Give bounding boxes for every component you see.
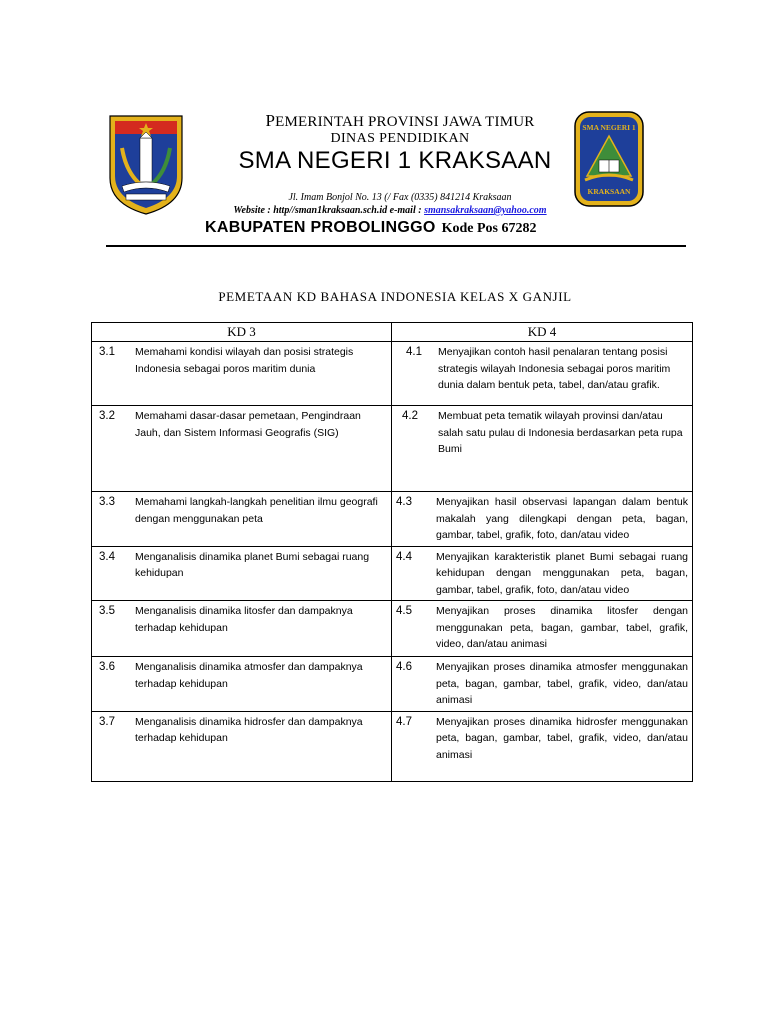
- east-java-emblem-icon: [106, 112, 186, 216]
- department-name: DINAS PENDIDIKAN: [330, 131, 470, 146]
- table-row: [92, 657, 693, 712]
- kd3-cell: [92, 406, 392, 492]
- kd3-text: Menganalisis dinamika atmosfer dan dampaknya terhadap kehidupan: [135, 661, 363, 690]
- kd4-number: 4.7: [396, 715, 412, 728]
- kd3-cell: [92, 546, 392, 601]
- kd3-text: Memahami kondisi wilayah dan posisi strategis Indonesia sebagai poros maritim dunia: [135, 346, 354, 375]
- kd4-text: Menyajikan proses dinamika litosfer dengan menggunakan peta, bagan, gambar, tabel, grafik, video, dan/atau animasi: [436, 605, 688, 650]
- kd3-cell: [92, 711, 392, 781]
- table-row: [92, 546, 693, 601]
- table-row: [92, 711, 693, 781]
- kd3-text: Memahami dasar-dasar pemetaan, Pengindraan Jauh, dan Sistem Informasi Geografis (SIG): [135, 410, 361, 439]
- kabupaten-line: [205, 219, 537, 237]
- table-row: [92, 601, 693, 657]
- kd3-text: Menganalisis dinamika hidrosfer dan dampaknya terhadap kehidupan: [135, 715, 363, 744]
- document-title: PEMETAAN KD BAHASA INDONESIA KELAS X GANJIL: [218, 289, 572, 304]
- logo-bottom-text: KRAKSAAN: [587, 187, 631, 196]
- letterhead-divider: [106, 245, 686, 247]
- kd3-number: 3.7: [99, 715, 115, 728]
- kd3-cell: [92, 492, 392, 547]
- kd4-text: Menyajikan proses dinamika atmosfer menggunakan peta, bagan, gambar, tabel, grafik, video, dan/atau animasi: [436, 661, 688, 706]
- table-row: [92, 492, 693, 547]
- kd4-number: 4.4: [396, 550, 412, 563]
- table-header-row: [92, 323, 693, 342]
- kd4-cell: [392, 342, 693, 406]
- email-link[interactable]: smansakraksaan@yahoo.com: [424, 205, 547, 216]
- kd3-text: Memahami langkah-langkah penelitian ilmu geografi dengan menggunakan peta: [135, 496, 378, 525]
- kd4-text: Menyajikan hasil observasi lapangan dalam bentuk makalah yang dilengkapi dengan peta, bagan, gambar, tabel, grafik, foto, dan/atau video: [436, 496, 688, 541]
- postal-code: Kode Pos 67282: [441, 221, 537, 236]
- school-name: SMA NEGERI 1 KRAKSAAN: [238, 147, 552, 174]
- kd4-number: 4.6: [396, 661, 412, 673]
- kd4-number: 4.1: [406, 346, 422, 358]
- kd4-number: 4.3: [396, 496, 412, 508]
- table-row: [92, 342, 693, 406]
- kd3-header: KD 3: [92, 323, 392, 342]
- kd3-cell: [92, 342, 392, 406]
- kd3-cell: [92, 601, 392, 657]
- kd4-text: Menyajikan contoh hasil penalaran tentang posisi strategis wilayah Indonesia sebagai poros maritim dunia dalam bentuk peta, tabel, dan/atau grafik.: [438, 346, 671, 391]
- kd-mapping-table: [91, 322, 693, 782]
- kd4-cell: [392, 406, 693, 492]
- website-line: Website : http//sman1kraksaan.sch.id e-mail : smansakraksaan@yahoo.com: [233, 205, 547, 216]
- kd4-text: Menyajikan karakteristik planet Bumi sebagai ruang kehidupan dengan menggunakan peta, bagan, gambar, tabel, grafik, foto, dan/atau video: [436, 550, 688, 596]
- kd3-number: 3.5: [99, 605, 115, 617]
- kd3-text: Menganalisis dinamika litosfer dan dampaknya terhadap kehidupan: [135, 605, 353, 634]
- kd4-number: 4.5: [396, 605, 412, 617]
- kabupaten-name: KABUPATEN PROBOLINGGO: [205, 219, 436, 236]
- kd4-cell: [392, 546, 693, 601]
- kd3-number: 3.1: [99, 346, 115, 358]
- kd4-text: Menyajikan proses dinamika hidrosfer menggunakan peta, bagan, gambar, tabel, grafik, video, dan/atau animasi: [436, 715, 688, 761]
- kd3-number: 3.6: [99, 661, 115, 673]
- kd4-header: KD 4: [392, 323, 693, 342]
- government-name: PEMERINTAH PROVINSI JAWA TIMUR: [265, 111, 535, 130]
- kd3-text: Menganalisis dinamika planet Bumi sebagai ruang kehidupan: [135, 550, 370, 579]
- kd4-cell: [392, 492, 693, 547]
- logo-top-text: SMA NEGERI 1: [582, 123, 636, 132]
- kd3-number: 3.4: [99, 550, 115, 563]
- school-address: Jl. Imam Bonjol No. 13 (/ Fax (0335) 841214 Kraksaan: [288, 192, 512, 203]
- kd4-cell: [392, 711, 693, 781]
- kd4-text: Membuat peta tematik wilayah provinsi dan/atau salah satu pulau di Indonesia berdasarkan peta rupa Bumi: [438, 410, 683, 455]
- kd4-number: 4.2: [402, 410, 418, 422]
- kd3-cell: [92, 657, 392, 712]
- kd3-number: 3.3: [99, 496, 115, 508]
- table-row: [92, 406, 693, 492]
- kd4-cell: [392, 601, 693, 657]
- kd4-cell: [392, 657, 693, 712]
- kd3-number: 3.2: [99, 410, 115, 422]
